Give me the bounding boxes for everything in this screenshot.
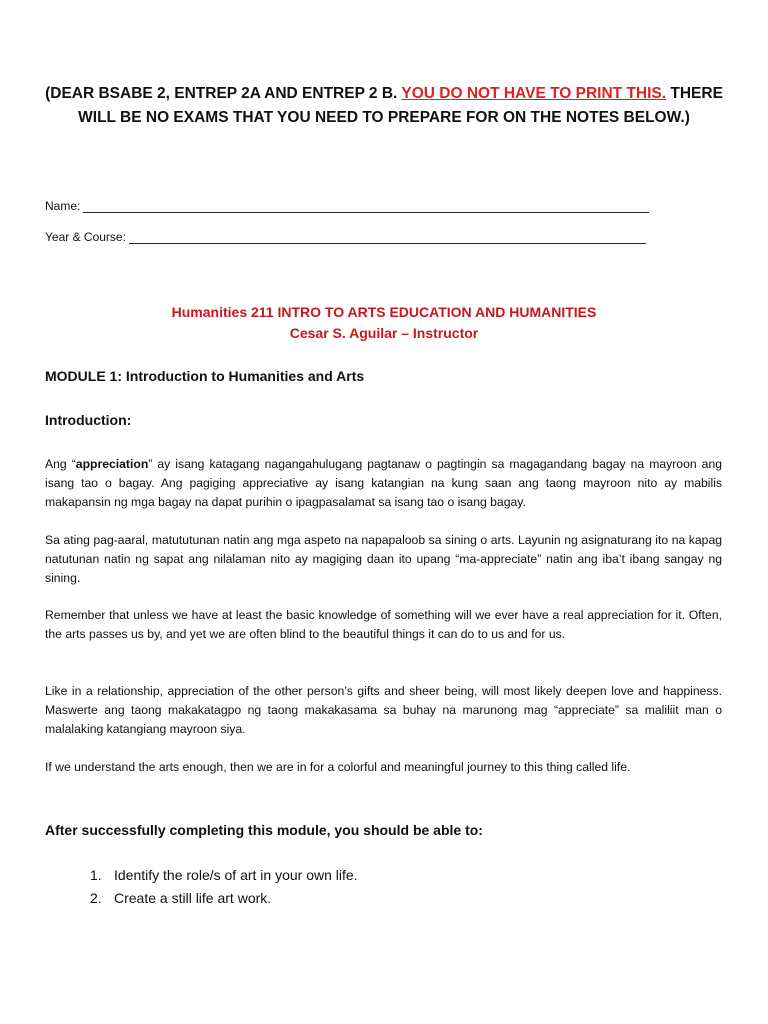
paragraph-journey: If we understand the arts enough, then we are in for a colorful and meaningful journey to this thing called life. (45, 760, 631, 774)
no-print-warning: YOU DO NOT HAVE TO PRINT THIS. (401, 85, 667, 102)
course-header (40, 302, 728, 344)
name-label: Name: (45, 199, 81, 213)
list-item-text: Create a still life art work. (114, 890, 272, 906)
list-item (90, 864, 358, 887)
para1-pre: Ang “ (45, 457, 76, 471)
name-blank-line (83, 201, 649, 213)
year-course-field (45, 230, 646, 244)
notice-text-end: THERE WILL BE NO EXAMS THAT YOU NEED TO PREPARE FOR ON THE NOTES BELOW.) (78, 85, 723, 126)
paragraph-pag-aaral: Sa ating pag-aaral, matututunan natin ang mga aspeto na napapaloob sa sining o arts. Layunin ng asignaturang ito na kapag natutunan natin ng sapat ang nilalaman nito ay magiging daan ito upang “ma-appreciate” natin ang iba’t ibang sangay ng sining. (45, 533, 722, 585)
list-item-text: Identify the role/s of art in your own life. (114, 867, 358, 883)
module-title: MODULE 1: Introduction to Humanities and Arts (45, 368, 365, 384)
list-item (90, 887, 358, 910)
introduction-heading: Introduction: (45, 412, 132, 428)
print-notice (40, 82, 728, 130)
paragraph-basic-knowledge: Remember that unless we have at least the basic knowledge of something will we ever have a real appreciation for it. Often, the arts passes us by, and yet we are often blind to the beautiful things it can do to us and for us. (45, 608, 722, 641)
list-item-number: 1. (90, 867, 102, 883)
paragraph-relationship: Like in a relationship, appreciation of the other person’s gifts and sheer being, will most likely deepen love and happiness. Maswerte ang taong makakatagpo ng taong makakasama sa buhay na marunong mag “appreciate” sa maliliit man o malalaking katangiang mayroon siya. (45, 684, 722, 736)
paragraph-appreciation (45, 455, 722, 512)
notice-text-start: (DEAR BSABE 2, ENTREP 2A AND ENTREP 2 B. (45, 85, 402, 102)
list-item-number: 2. (90, 890, 102, 906)
name-field (45, 199, 649, 213)
instructor-name: Cesar S. Aguilar – Instructor (289, 325, 479, 341)
outcomes-list (90, 864, 358, 910)
outcomes-heading: After successfully completing this module, you should be able to: (45, 822, 483, 838)
year-course-blank-line (129, 232, 646, 244)
para1-post: ” ay isang katagang nagangahulugang pagtanaw o pagtingin sa magagandang bagay na mayroon ang isang tao o bagay. Ang pagiging appreciative ay isang katangian na kung saan ang taong mayroon nito ay mabilis makapansin ng mga bagay na dapat purihin o ipagpasalamat sa isang tao o isang bagay. (45, 457, 722, 509)
course-title: Humanities 211 INTRO TO ARTS EDUCATION AND HUMANITIES (171, 304, 597, 320)
year-course-label: Year & Course: (45, 230, 126, 244)
appreciation-term: appreciation (75, 457, 149, 471)
